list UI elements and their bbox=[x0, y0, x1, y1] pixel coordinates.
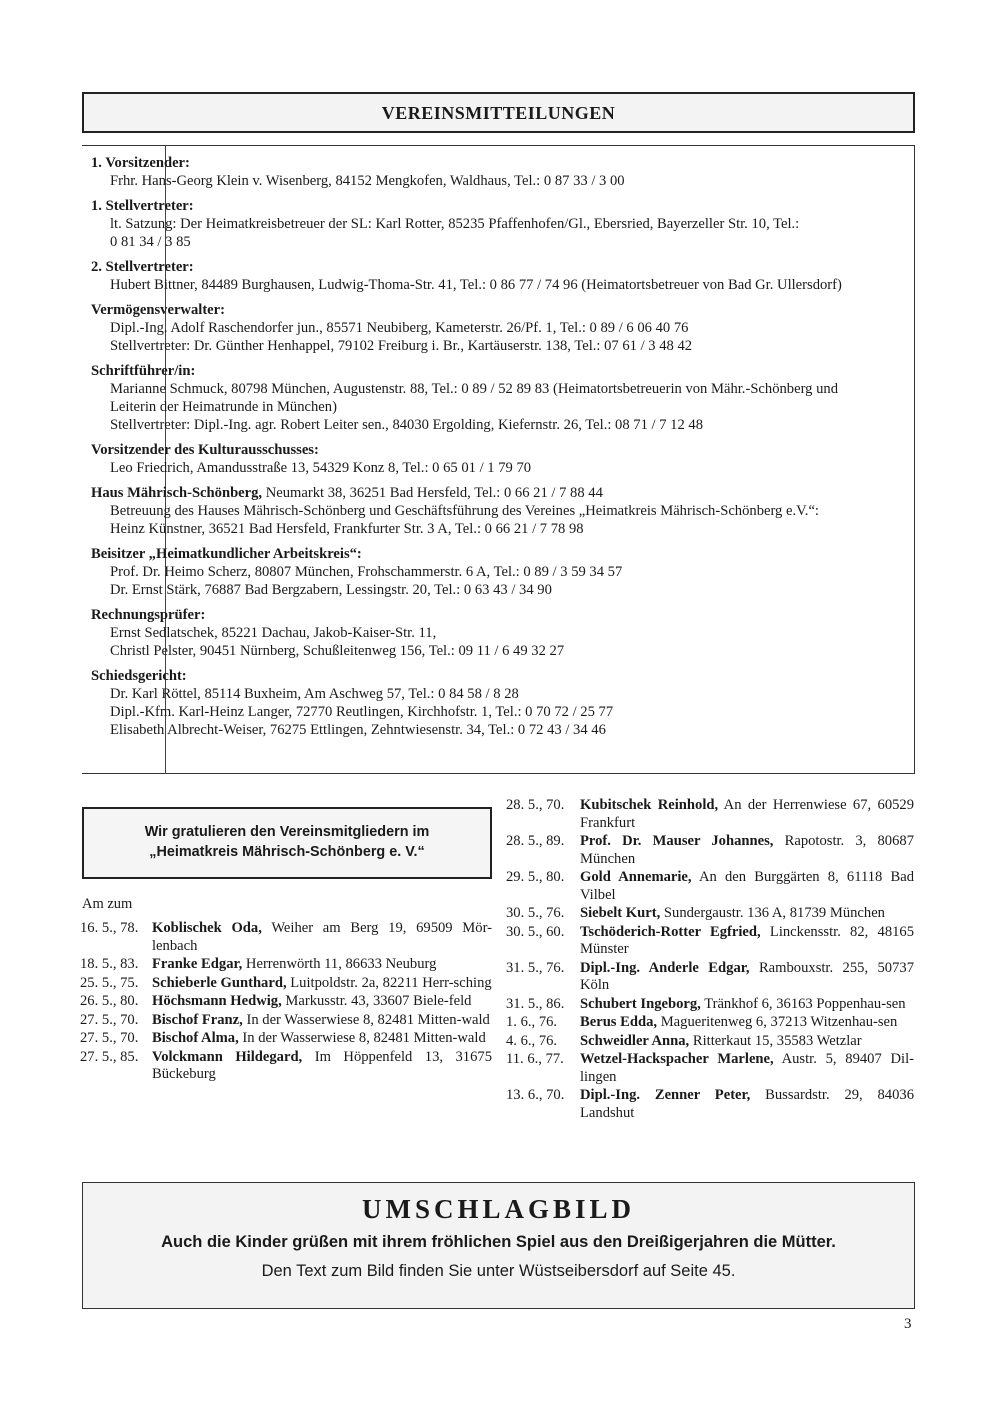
am-zum-label: Am zum bbox=[82, 896, 133, 912]
birthday-date: 27. 5., 70. bbox=[80, 1011, 139, 1028]
birthday-text bbox=[152, 920, 492, 955]
birthday-date: 28. 5., 89. bbox=[506, 833, 565, 849]
board-line: Dr. Karl Röttel, 85114 Buxheim, Am Aschweg 57, Tel.: 0 84 58 / 8 28 bbox=[110, 686, 519, 702]
birthday-text bbox=[580, 996, 914, 1014]
birthday-name: Dipl.-Ing. Anderle Edgar, bbox=[580, 959, 750, 976]
birthday-name: Höchsmann Hedwig, bbox=[152, 993, 282, 1009]
board-section-head: Schiedsgericht: bbox=[91, 668, 187, 684]
birthday-name: Tschöderich-Rotter Egfried, bbox=[580, 923, 761, 940]
birthday-name: Gold Annemarie, bbox=[580, 869, 692, 885]
birthday-entry bbox=[80, 920, 492, 955]
birthday-date: 26. 5., 80. bbox=[80, 993, 139, 1009]
board-line: 0 81 34 / 3 85 bbox=[110, 234, 191, 250]
birthday-text bbox=[580, 833, 914, 868]
birthday-text bbox=[580, 960, 914, 995]
birthday-name: Kubitschek Reinhold, bbox=[580, 797, 719, 813]
board-line: Dipl.-Kfm. Karl-Heinz Langer, 72770 Reutlingen, Kirchhofstr. 1, Tel.: 0 70 72 / 25 77 bbox=[110, 704, 614, 720]
birthday-date: 27. 5., 70. bbox=[80, 1030, 139, 1046]
board-section-head: 2. Stellvertreter: bbox=[91, 259, 194, 275]
birthday-entry bbox=[80, 993, 492, 1011]
birthday-entry bbox=[506, 797, 914, 832]
birthday-entry bbox=[506, 1033, 914, 1051]
cover-title: UMSCHLAGBILD bbox=[361, 1194, 636, 1224]
birthday-address: Weiher am Berg 19, 69509 Mör-lenbach bbox=[152, 920, 492, 954]
birthday-entry bbox=[80, 1049, 492, 1084]
board-line: Stellvertreter: Dipl.-Ing. agr. Robert Leiter sen., 84030 Ergolding, Kiefernstr. 26, Tel.: 08 71 / 7 12 48 bbox=[110, 417, 704, 433]
board-line: Elisabeth Albrecht-Weiser, 76275 Ettlingen, Zehntwiesenstr. 34, Tel.: 0 72 43 / 34 46 bbox=[110, 722, 606, 738]
board-section-head: Vorsitzender des Kulturausschusses: bbox=[91, 442, 319, 458]
birthday-address: Markusstr. 43, 33607 Biele-feld bbox=[281, 993, 472, 1009]
birthday-address: Austr. 5, 89407 Dil-lingen bbox=[580, 1051, 914, 1085]
board-section bbox=[91, 441, 906, 477]
board-section-head: Beisitzer „Heimatkundlicher Arbeitskreis“: bbox=[91, 546, 362, 562]
birthday-list-right bbox=[506, 797, 914, 1123]
board-section bbox=[91, 484, 906, 538]
birthday-entry bbox=[80, 1012, 492, 1030]
board-section-head: 1. Stellvertreter: bbox=[91, 198, 194, 214]
board-line: Prof. Dr. Heimo Scherz, 80807 München, Frohschammerstr. 6 A, Tel.: 0 89 / 3 59 34 57 bbox=[110, 564, 623, 580]
birthday-entry bbox=[80, 975, 492, 993]
birthday-address: Rambouxstr. 255, 50737 Köln bbox=[580, 959, 914, 993]
cover-subtitle: Auch die Kinder grüßen mit ihrem fröhlichen Spiel aus den Dreißigerjahren die Mütter. bbox=[161, 1233, 836, 1251]
board-section-head: 1. Vorsitzender: bbox=[91, 155, 190, 171]
board-section bbox=[91, 197, 906, 251]
birthday-address: Luitpoldstr. 2a, 82211 Herr-sching bbox=[286, 974, 492, 991]
birthday-address: An der Herrenwiese 67, 60529 Frankfurt bbox=[580, 797, 915, 831]
birthday-name: Berus Edda, bbox=[580, 1014, 658, 1030]
birthday-entry bbox=[506, 960, 914, 995]
congrats-box bbox=[82, 807, 492, 879]
birthday-date: 31. 5., 76. bbox=[506, 959, 565, 976]
birthday-address: Im Höppenfeld 13, 31675 Bückeburg bbox=[152, 1048, 492, 1082]
birthday-text bbox=[580, 1014, 914, 1032]
board-section-head-bold: Haus Mährisch-Schönberg, bbox=[91, 485, 263, 501]
birthday-entry bbox=[80, 956, 492, 974]
birthday-entry bbox=[506, 924, 914, 959]
birthday-address: In der Wasserwiese 8, 82481 Mitten-wald bbox=[238, 1030, 486, 1046]
birthday-entry bbox=[506, 1051, 914, 1086]
birthday-text bbox=[580, 1033, 914, 1051]
birthday-date: 1. 6., 76. bbox=[506, 1014, 558, 1030]
birthday-address: Linckensstr. 82, 48165 Münster bbox=[580, 923, 915, 957]
birthday-name: Franke Edgar, bbox=[152, 956, 243, 972]
board-line: Heinz Künstner, 36521 Bad Hersfeld, Frankfurter Str. 3 A, Tel.: 0 66 21 / 7 78 98 bbox=[110, 521, 584, 537]
birthday-text bbox=[152, 975, 492, 993]
birthday-address: Rapotostr. 3, 80687 München bbox=[580, 833, 914, 867]
board-list bbox=[91, 154, 906, 746]
birthday-text bbox=[152, 1049, 492, 1084]
page-number: 3 bbox=[904, 1316, 912, 1332]
birthday-date: 29. 5., 80. bbox=[506, 869, 565, 885]
birthday-date: 30. 5., 76. bbox=[506, 905, 565, 921]
birthday-text bbox=[580, 1051, 914, 1086]
board-section bbox=[91, 667, 906, 739]
birthday-date: 13. 6., 70. bbox=[506, 1087, 565, 1103]
birthday-entry bbox=[506, 996, 914, 1014]
birthday-address: Ritterkaut 15, 35583 Wetzlar bbox=[689, 1032, 862, 1049]
birthday-address: In der Wasserwiese 8, 82481 Mitten-wald bbox=[242, 1011, 490, 1028]
birthday-date: 31. 5., 86. bbox=[506, 995, 565, 1012]
birthday-name: Schubert Ingeborg, bbox=[580, 995, 701, 1012]
cover-note: Den Text zum Bild finden Sie unter Wüstseibersdorf auf Seite 45. bbox=[261, 1262, 736, 1280]
board-section-head: Vermögensverwalter: bbox=[91, 302, 225, 318]
board-line: Betreuung des Hauses Mährisch-Schönberg und Geschäftsführung des Vereines „Heimatkreis Mährisch-Schönberg e.V.“: bbox=[110, 503, 819, 519]
birthday-name: Bischof Alma, bbox=[152, 1030, 239, 1046]
section-title: VEREINSMITTEILUNGEN bbox=[82, 92, 915, 133]
birthday-address: Magueritenweg 6, 37213 Witzenhau-sen bbox=[657, 1014, 898, 1030]
congrats-line-2: „Heimatkreis Mährisch-Schönberg e. V.“ bbox=[149, 844, 425, 860]
birthday-name: Schweidler Anna, bbox=[580, 1032, 690, 1049]
birthday-name: Schieberle Gunthard, bbox=[152, 974, 287, 991]
congrats-line-1: Wir gratulieren den Vereinsmitgliedern im bbox=[144, 824, 430, 840]
board-line: Dipl.-Ing. Adolf Raschendorfer jun., 85571 Neubiberg, Kameterstr. 26/Pf. 1, Tel.: 0 89 / 6 06 40 76 bbox=[110, 320, 689, 336]
board-line: Christl Pelster, 90451 Nürnberg, Schußleitenweg 156, Tel.: 09 11 / 6 49 32 27 bbox=[110, 643, 565, 659]
birthday-address: An den Burggärten 8, 61118 Bad Vilbel bbox=[580, 869, 914, 903]
birthday-name: Bischof Franz, bbox=[152, 1011, 243, 1028]
birthday-text bbox=[152, 1012, 492, 1030]
cover-box bbox=[82, 1182, 915, 1309]
board-section bbox=[91, 606, 906, 660]
birthday-date: 4. 6., 76. bbox=[506, 1032, 558, 1049]
board-line: Leiterin der Heimatrunde in München) bbox=[110, 399, 337, 415]
birthday-entry bbox=[506, 1087, 914, 1122]
birthday-entry bbox=[80, 1030, 492, 1048]
birthday-address: Herrenwörth 11, 86633 Neuburg bbox=[242, 956, 437, 972]
board-section bbox=[91, 154, 906, 190]
birthday-text bbox=[580, 924, 914, 959]
board-line: Stellvertreter: Dr. Günther Henhappel, 79102 Freiburg i. Br., Kartäuserstr. 138, Tel.: 07 61 / 3 48 42 bbox=[110, 338, 693, 354]
birthday-name: Siebelt Kurt, bbox=[580, 905, 661, 921]
birthday-address: Sundergaustr. 136 A, 81739 München bbox=[660, 905, 885, 921]
birthday-text bbox=[580, 869, 914, 904]
board-line: lt. Satzung: Der Heimatkreisbetreuer der SL: Karl Rotter, 85235 Pfaffenhofen/Gl., Ebersried, Bayerzeller Str. 10, Tel.: bbox=[110, 216, 800, 232]
birthday-date: 30. 5., 60. bbox=[506, 923, 565, 940]
birthday-text bbox=[580, 905, 914, 923]
birthday-date: 25. 5., 75. bbox=[80, 974, 139, 991]
board-section-head: Rechnungsprüfer: bbox=[91, 607, 206, 623]
board-section bbox=[91, 545, 906, 599]
birthday-entry bbox=[506, 1014, 914, 1032]
birthday-date: 27. 5., 85. bbox=[80, 1048, 139, 1065]
board-line: Leo Friedrich, Amandusstraße 13, 54329 Konz 8, Tel.: 0 65 01 / 1 79 70 bbox=[110, 460, 532, 476]
birthday-entry bbox=[506, 905, 914, 923]
board-section bbox=[91, 258, 906, 294]
birthday-text bbox=[580, 1087, 914, 1122]
birthday-address: Bussardstr. 29, 84036 Landshut bbox=[580, 1087, 914, 1121]
birthday-entry bbox=[506, 869, 914, 904]
board-line: Hubert Bittner, 84489 Burghausen, Ludwig-Thoma-Str. 41, Tel.: 0 86 77 / 74 96 (Heimatortsbetreuer von Bad Gr. Ullersdorf) bbox=[110, 277, 842, 293]
birthday-address: Tränkhof 6, 36163 Poppenhau-sen bbox=[700, 995, 906, 1012]
birthday-text bbox=[152, 993, 492, 1011]
birthday-text bbox=[152, 1030, 492, 1048]
birthday-text bbox=[580, 797, 914, 832]
birthday-name: Dipl.-Ing. Zenner Peter, bbox=[580, 1087, 751, 1103]
birthday-entry bbox=[506, 833, 914, 868]
birthday-name: Volckmann Hildegard, bbox=[152, 1048, 303, 1065]
board-section bbox=[91, 301, 906, 355]
board-section-head bbox=[91, 484, 906, 502]
board-section bbox=[91, 362, 906, 434]
board-line: Marianne Schmuck, 80798 München, Augustenstr. 88, Tel.: 0 89 / 52 89 83 (Heimatortsbetreuerin von Mähr.-Schönberg und bbox=[110, 381, 839, 397]
board-section-head: Schriftführer/in: bbox=[91, 363, 196, 379]
birthday-date: 16. 5., 78. bbox=[80, 920, 139, 936]
board-section-head-rest: Neumarkt 38, 36251 Bad Hersfeld, Tel.: 0 66 21 / 7 88 44 bbox=[262, 485, 603, 501]
birthday-name: Koblischek Oda, bbox=[152, 920, 262, 936]
board-line: Ernst Sedlatschek, 85221 Dachau, Jakob-Kaiser-Str. 11, bbox=[110, 625, 437, 641]
board-line: Dr. Ernst Stärk, 76887 Bad Bergzabern, Lessingstr. 20, Tel.: 0 63 43 / 34 90 bbox=[110, 582, 552, 598]
birthday-name: Prof. Dr. Mauser Johannes, bbox=[580, 833, 774, 849]
birthday-date: 28. 5., 70. bbox=[506, 797, 565, 813]
birthday-list-left bbox=[80, 920, 492, 1085]
birthday-date: 11. 6., 77. bbox=[506, 1051, 564, 1067]
birthday-text bbox=[152, 956, 492, 974]
birthday-name: Wetzel-Hackspacher Marlene, bbox=[580, 1051, 774, 1067]
birthday-date: 18. 5., 83. bbox=[80, 956, 139, 972]
board-line: Frhr. Hans-Georg Klein v. Wisenberg, 84152 Mengkofen, Waldhaus, Tel.: 0 87 33 / 3 00 bbox=[110, 173, 625, 189]
